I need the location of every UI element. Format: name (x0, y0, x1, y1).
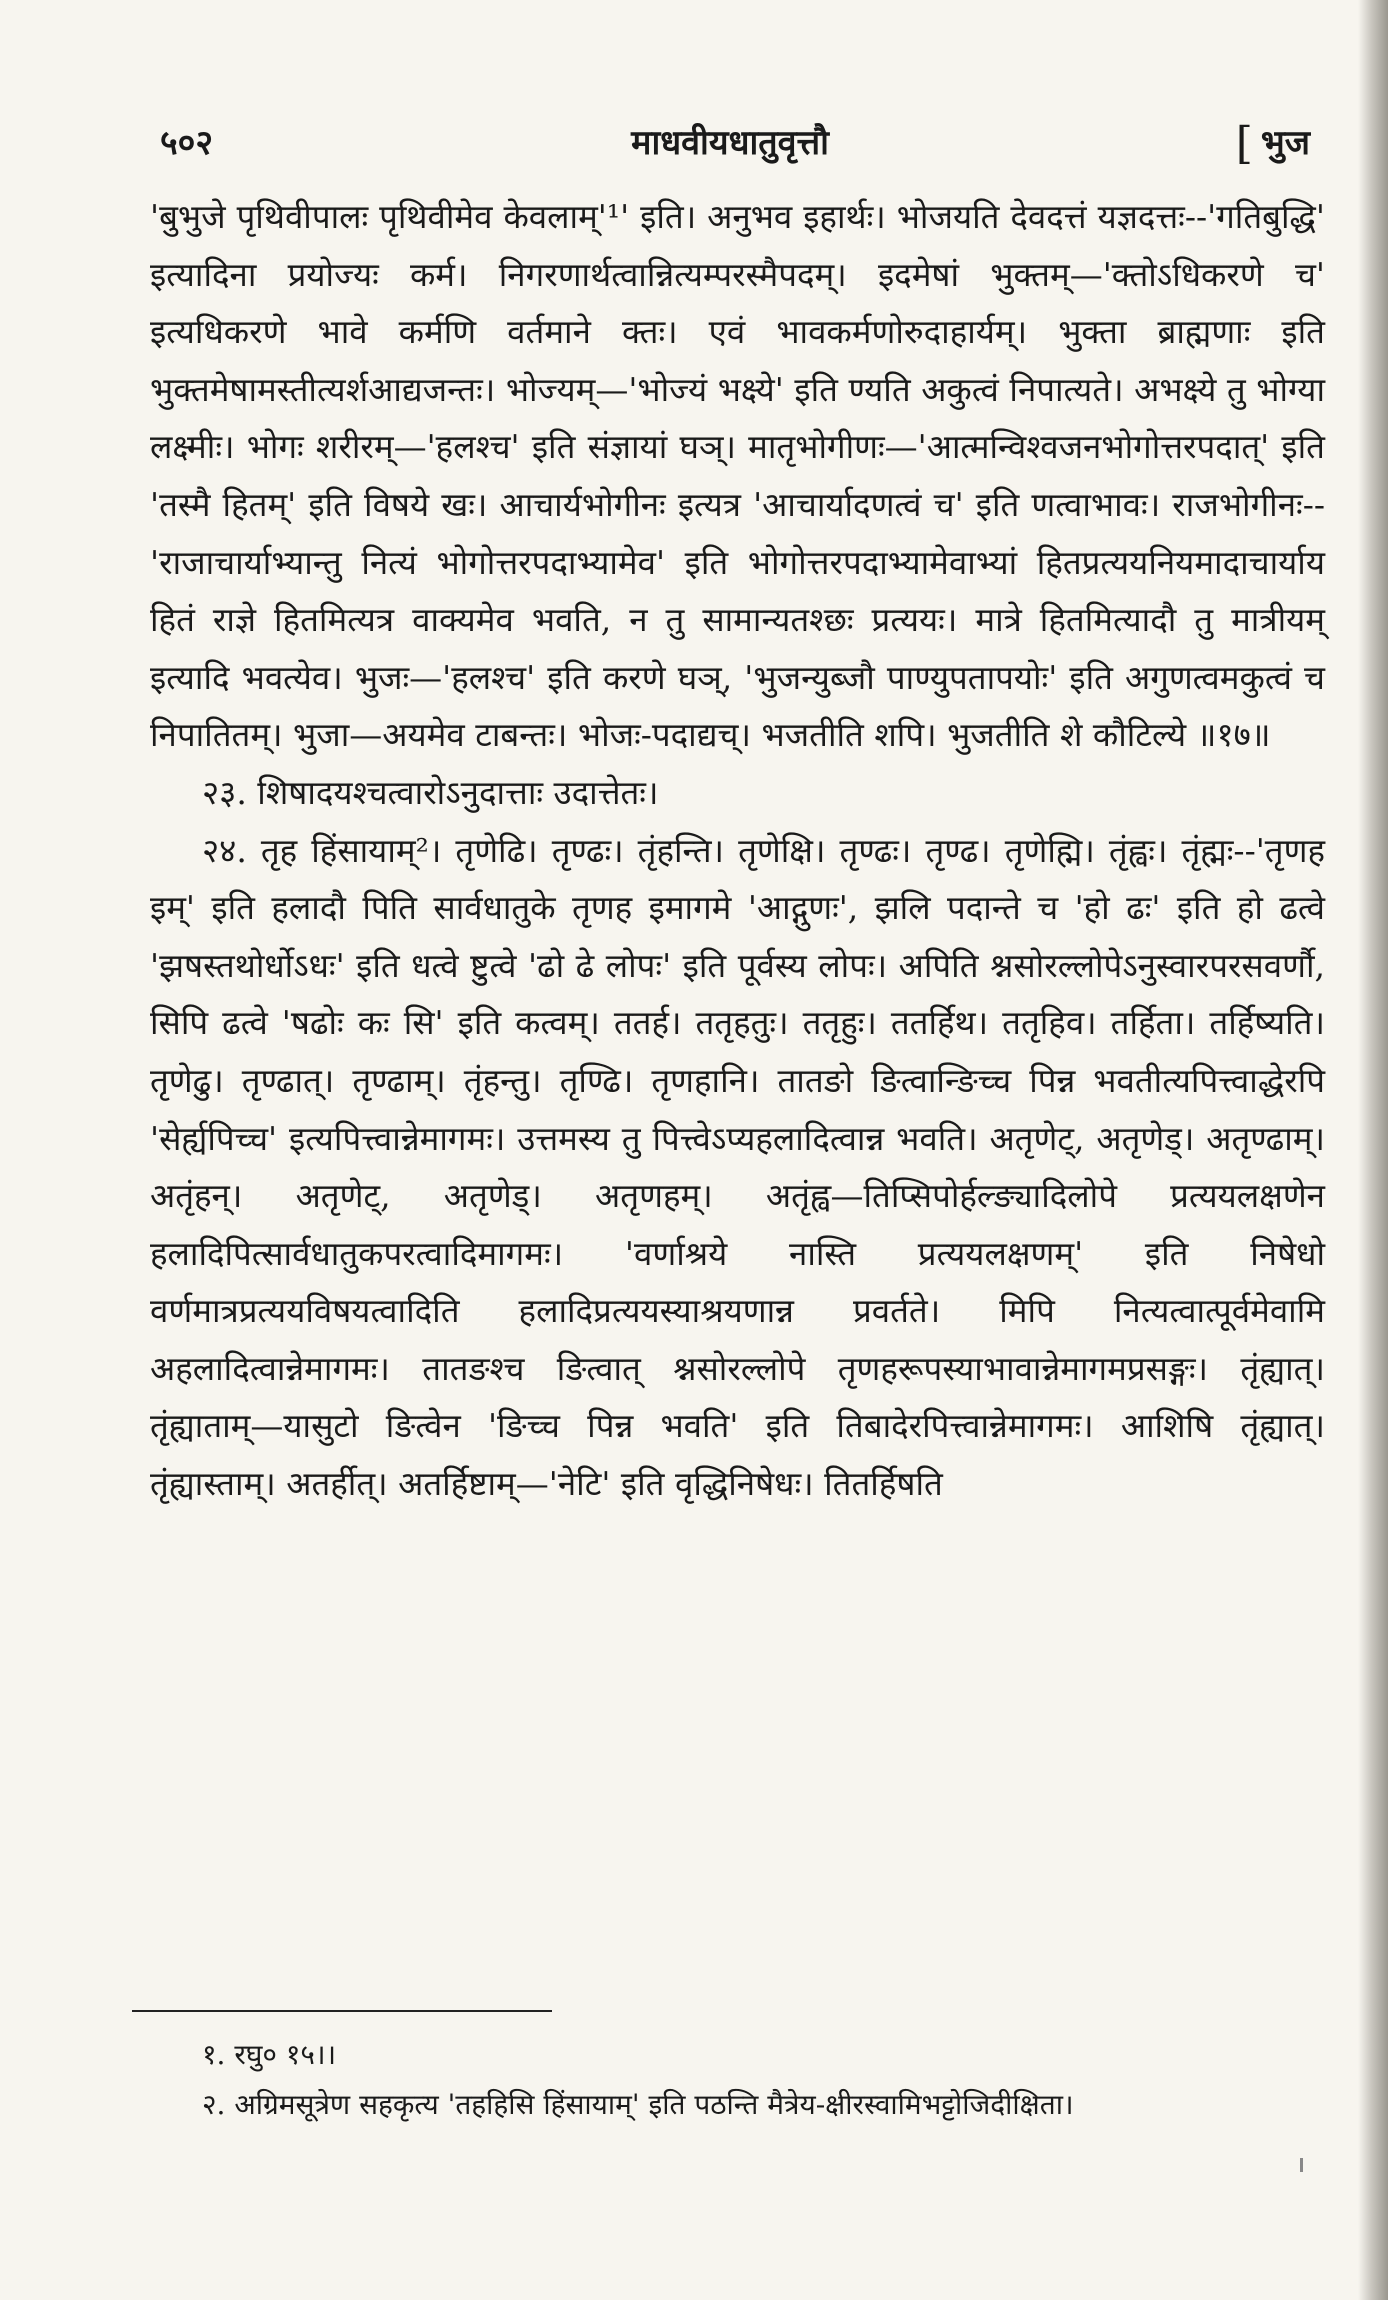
main-text (150, 188, 1325, 1513)
paragraph-bhuj-continuation: 'बुभुजे पृथिवीपालः पृथिवीमेव केवलाम्'¹' इति। अनुभव इहार्थः। भोजयति देवदत्तं यज्ञदत्तः--'गतिबुद्धि' इत्यादिना प्रयोज्यः कर्म। निगरणार्थत्वान्नित्यम्परस्मैपदम्। इदमेषां भुक्तम्—'क्तोऽधिकरणे च' इत्यधिकरणे भावे कर्मणि वर्तमाने क्तः। एवं भावकर्मणोरुदाहार्यम्। भुक्ता ब्राह्मणाः इति भुक्तमेषामस्तीत्यर्शआद्यजन्तः। भोज्यम्—'भोज्यं भक्ष्ये' इति ण्यति अकुत्वं निपात्यते। अभक्ष्ये तु भोग्या लक्ष्मीः। भोगः शरीरम्—'हलश्च' इति संज्ञायां घञ्। मातृभोगीणः—'आत्मन्विश्वजनभोगोत्तरपदात्' इति 'तस्मै हितम्' इति विषये खः। आचार्यभोगीनः इत्यत्र 'आचार्यादणत्वं च' इति णत्वाभावः। राजभोगीनः--'राजाचार्याभ्यान्तु नित्यं भोगोत्तरपदाभ्यामेव' इति भोगोत्तरपदाभ्यामेवाभ्यां हितप्रत्ययनियमादाचार्याय हितं राज्ञे हितमित्यत्र वाक्यमेव भवति, न तु सामान्यतश्छः प्रत्ययः। मात्रे हितमित्यादौ तु मात्रीयम् इत्यादि भवत्येव। भुजः—'हलश्च' इति करणे घञ्, 'भुजन्युब्जौ पाण्युपतापयोः' इति अगुणत्वमकुत्वं च निपातितम्। भुजा—अयमेव टाबन्तः। भोजः-पदाद्यच्। भजतीति शपि। भुजतीति शे कौटिल्ये ॥१७॥ (150, 197, 1325, 755)
page-header (150, 118, 1310, 168)
margin-mark (1300, 2158, 1303, 2172)
footnote-2: २. अग्रिमसूत्रेण सहकृत्य 'तहहिसि हिंसायाम्' इति पठन्ति मैत्रेय-क्षीरस्वामिभट्टोजिदीक्षिता। (202, 2088, 1074, 2121)
sutra-23: २३. शिषादयश्चत्वारोऽनुदात्ताः उदात्तेतः। (202, 772, 659, 812)
running-headword (1235, 118, 1310, 169)
footnote-1: १. रघु० १५।। (202, 2038, 337, 2071)
page-number: ५०२ (160, 123, 214, 163)
page-edge-shadow (1358, 0, 1388, 2300)
running-title: माधवीयधातुवृत्तौ (631, 123, 829, 163)
headword-bracket: [ (1235, 118, 1253, 169)
footnote-rule (132, 2010, 552, 2012)
headword-text: भुज (1260, 123, 1310, 163)
sutra-24-trh: २४. तृह हिंसायाम्²। तृणेढि। तृण्ढः। तृंहन्ति। तृणेक्षि। तृण्ढः। तृण्ढ। तृणेह्मि। तृंह्वः। तृंह्मः--'तृणह इम्' इति हलादौ पिति सार्वधातुके तृणह इमागमे 'आद्गुणः', झलि पदान्ते च 'हो ढः' इति हो ढत्वे 'झषस्तथोर्धोऽधः' इति धत्वे ष्टुत्वे 'ढो ढे लोपः' इति पूर्वस्य लोपः। अपिति श्नसोरल्लोपेऽनुस्वारपरसवर्णौ, सिपि ढत्वे 'षढोः कः सि' इति कत्वम्। ततर्ह। ततृहतुः। ततृहुः। ततर्हिथ। ततृहिव। तर्हिता। तर्हिष्यति। तृणेढु। तृण्ढात्। तृण्ढाम्। तृंहन्तु। तृण्ढि। तृणहानि। तातङो ङित्वान्ङिच्च पिन्न भवतीत्यपित्त्वाद्धेरपि 'सेर्ह्यपिच्च' इत्यपित्त्वान्नेमागमः। उत्तमस्य तु पित्त्वेऽप्यहलादित्वान्न भवति। अतृणेट्, अतृणेड्। अतृण्ढाम्। अतृंहन्। अतृणेट्, अतृणेड्। अतृणहम्। अतृंह्व—तिप्सिपोर्हल्ङ्यादिलोपे प्रत्ययलक्षणेन हलादिपित्सार्वधातुकपरत्वादिमागमः। 'वर्णाश्रये नास्ति प्रत्ययलक्षणम्' इति निषेधो वर्णमात्रप्रत्ययविषयत्वादिति हलादिप्रत्ययस्याश्रयणान्न प्रवर्तते। मिपि नित्यत्वात्पूर्वमेवामि अहलादित्वान्नेमागमः। तातङश्च ङित्वात् श्नसोरल्लोपे तृणहरूपस्याभावान्नेमागमप्रसङ्गः। तृंह्यात्। तृंह्याताम्—यासुटो ङित्वेन 'ङिच्च पिन्न भवति' इति तिबादेरपित्त्वान्नेमागमः। आशिषि तृंह्यात्। तृंह्यास्ताम्। अतर्हीत्। अतर्हिष्टाम्—'नेटि' इति वृद्धिनिषेधः। तितर्हिषति (150, 830, 1325, 1504)
footnotes (150, 2010, 1325, 2130)
